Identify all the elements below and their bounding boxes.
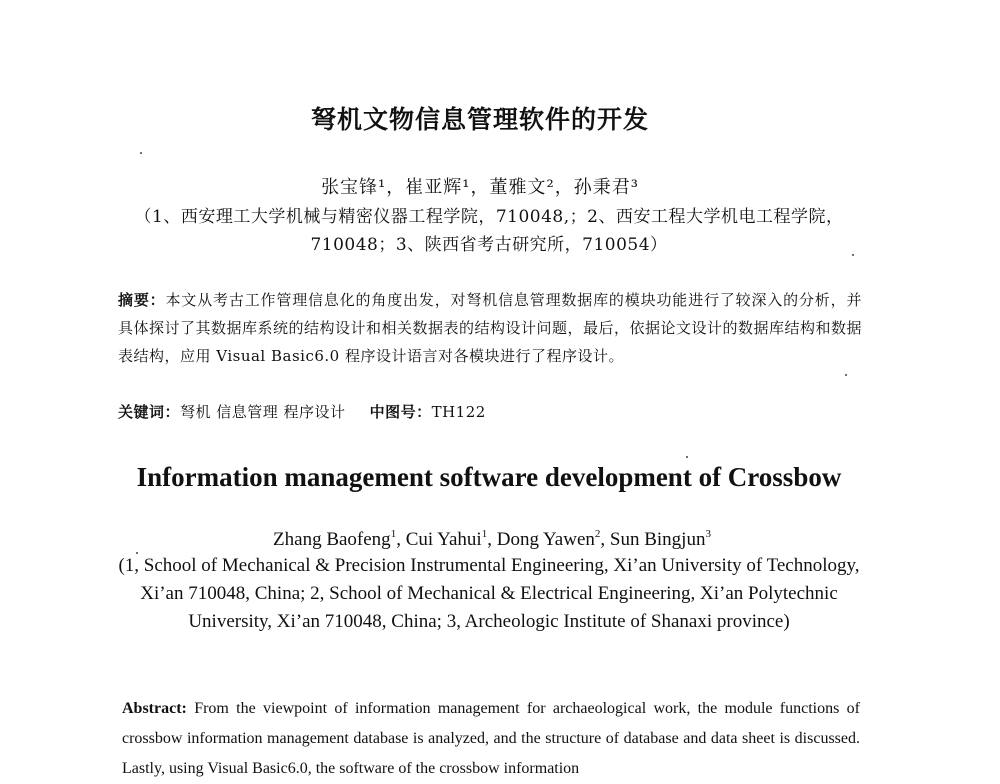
chinese-abstract-label: 摘要： [118,291,166,309]
chinese-abstract [118,286,862,370]
english-affiliation: (1, School of Mechanical & Precision Instrumental Engineering, Xi’an University of Technology, Xi’an 710048, China; 2, School of Mechanical & Electrical Engineering, Xi’an Polytechnic University, Xi’an 710048, China; 3, Archeologic Institute of Shanaxi province) [118,555,860,632]
scan-speck [686,456,688,458]
english-title: Information management software development of Crossbow [136,462,842,492]
author-affiliation-mark: 1 [390,528,397,540]
english-authors [0,528,984,551]
scan-speck [852,254,854,256]
author-name: , Dong Yawen [487,529,595,550]
author-affiliation-mark: 3 [705,528,711,540]
chinese-keywords [118,398,862,426]
english-abstract [122,694,860,784]
author-affiliation-mark: 2 [594,528,601,540]
chinese-affiliation: （1、西安理工大学机械与精密仪器工程学院，710048,；2、西安工程大学机电工程学院， 710048；3、陕西省考古研究所，710054） [134,207,844,255]
english-abstract-label: Abstract: [122,700,187,717]
author-name: , Cui Yahui [396,529,482,550]
author-affiliation-mark: 1 [481,528,488,540]
chinese-keywords-text: 弩机 信息管理 程序设计 [180,403,346,421]
chinese-keywords-label: 关键词： [118,403,181,421]
scan-speck [140,152,142,154]
english-abstract-text: From the viewpoint of information management for archaeological work, the module functions of crossbow information management database is analyzed, and the structure of database and data sheet is discussed. Lastly, using Visual Basic6.0, the software of the crossbow information [122,700,860,777]
chinese-clc-code: TH122 [431,403,486,421]
scan-speck [136,552,138,554]
chinese-title: 弩机文物信息管理软件的开发 [310,105,649,134]
chinese-abstract-text: 本文从考古工作管理信息化的角度出发，对弩机信息管理数据库的模块功能进行了较深入的分析，并具体探讨了其数据库系统的结构设计和相关数据表的结构设计问题，最后，依据论文设计的数据库结构和数据表结构，应用 Visual Basic6.0 程序设计语言对各模块进行了程序设计。 [118,291,863,365]
chinese-clc-label: 中图号： [369,403,432,421]
scan-speck [845,374,847,376]
author-name: Zhang Baofeng [273,529,391,550]
chinese-authors: 张宝锋¹，崔亚辉¹，董雅文²，孙秉君³ [321,177,639,198]
author-name: , Sun Bingjun [600,529,706,550]
